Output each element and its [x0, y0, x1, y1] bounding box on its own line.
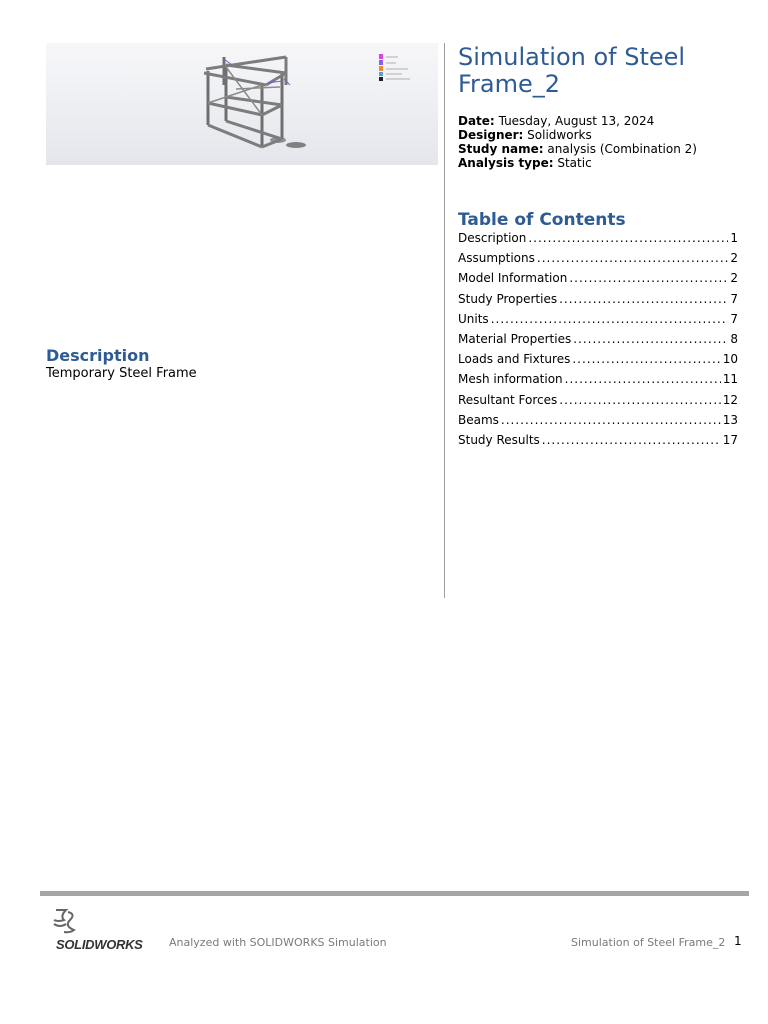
toc-item-loads-and-fixtures[interactable]: Loads and Fixtures ..... 10	[458, 351, 738, 371]
meta-date: Date: Tuesday, August 13, 2024	[458, 114, 655, 128]
description-heading: Description	[46, 346, 150, 365]
footer-rule	[40, 891, 749, 896]
footer-document-name: Simulation of Steel Frame_2	[571, 936, 726, 949]
meta-analysis-type: Analysis type: Static	[458, 156, 592, 170]
toc-item-units[interactable]: Units ..... 7	[458, 311, 738, 331]
toc-item-study-properties[interactable]: Study Properties ..... 7	[458, 291, 738, 311]
analyzed-with-text: Analyzed with SOLIDWORKS Simulation	[169, 936, 387, 949]
study-metadata	[458, 114, 697, 170]
page-title: Simulation of Steel Frame_2	[458, 43, 686, 98]
toc-item-mesh-information[interactable]: Mesh information ..... 11	[458, 371, 738, 391]
toc-item-study-results[interactable]: Study Results ..... 17	[458, 432, 738, 452]
toc-item-resultant-forces[interactable]: Resultant Forces ..... 12	[458, 392, 738, 412]
toc-item-description[interactable]: Description ..... 1	[458, 230, 738, 250]
page-number: 1	[734, 934, 742, 948]
toc-item-material-properties[interactable]: Material Properties ..... 8	[458, 331, 738, 351]
steel-frame-illustration	[46, 43, 438, 165]
logo-text: SOLIDWORKS	[56, 937, 143, 952]
table-of-contents	[458, 230, 738, 452]
column-divider	[444, 43, 445, 598]
description-text: Temporary Steel Frame	[46, 366, 197, 381]
legend	[379, 54, 410, 81]
toc-item-assumptions[interactable]: Assumptions ..... 2	[458, 250, 738, 270]
meta-study-name: Study name: analysis (Combination 2)	[458, 142, 697, 156]
toc-item-beams[interactable]: Beams ..... 13	[458, 412, 738, 432]
toc-heading: Table of Contents	[458, 210, 626, 230]
toc-item-model-information[interactable]: Model Information ..... 2	[458, 270, 738, 290]
ds-logo-icon	[50, 906, 80, 936]
solidworks-logo	[46, 906, 156, 956]
meta-designer: Designer: Solidworks	[458, 128, 592, 142]
model-image	[46, 43, 438, 165]
